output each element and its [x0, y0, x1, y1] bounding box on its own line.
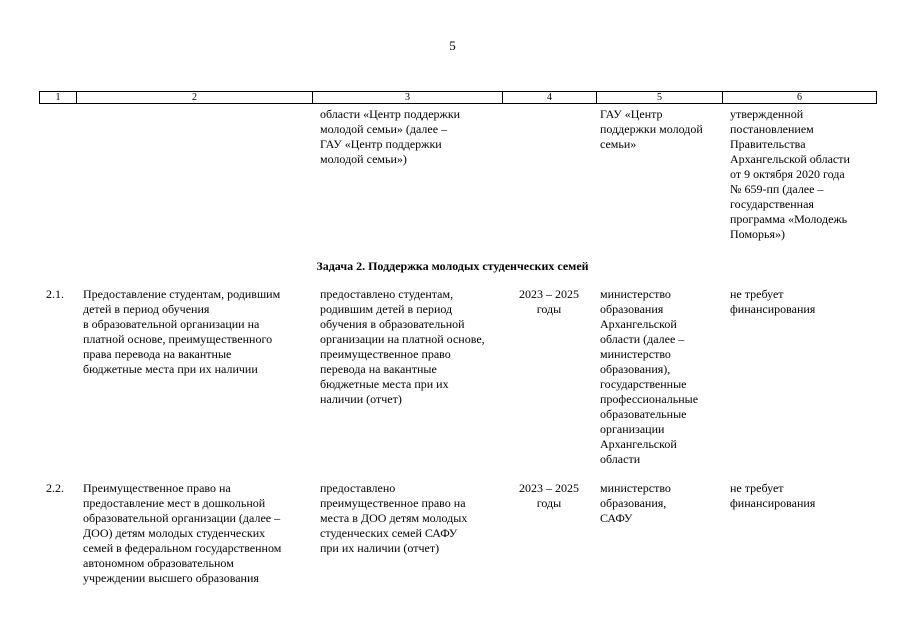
row-2-1-executor: министерство образования Архангельской области (далее – министерство образования), государственные профессиональные образовательные организации Архангельской области — [600, 287, 699, 466]
row-2-1-period: 2023 – 2025 годы — [519, 287, 579, 316]
task-title: Задача 2. Поддержка молодых студенческих семей — [316, 259, 589, 273]
row-2-2-result: предоставлено преимущественное право на места в ДОО детям молодых студенческих семей САФУ при их наличии (отчет) — [320, 481, 468, 555]
table-header-row — [39, 91, 877, 104]
row-2-1-name: Предоставление студентам, родившим детей в период обучения в образовательной организации на платной основе, преимущественного права перевода на вакантные бюджетные места при их наличии — [83, 287, 281, 376]
header-col-2: 2 — [77, 92, 313, 103]
header-col-1: 1 — [40, 92, 77, 103]
continuation-funding: утвержденной постановлением Правительства Архангельской области от 9 октября 2020 года № 659-пп (далее – государственная программа «Молодежь Поморья») — [730, 107, 850, 241]
row-2-1-result: предоставлено студентам, родившим детей в период обучения в образовательной организации на платной основе, преимущественное право перевода на вакантные бюджетные места при их наличии (отчет) — [320, 287, 485, 406]
row-2-1-funding: не требует финансирования — [730, 287, 816, 316]
header-col-5: 5 — [597, 92, 723, 103]
page-number: 5 — [449, 38, 456, 53]
row-2-2-period: 2023 – 2025 годы — [519, 481, 579, 510]
continuation-result: области «Центр поддержки молодой семьи» (далее – ГАУ «Центр поддержки молодой семьи») — [320, 107, 461, 166]
row-2-2-executor: министерство образования, САФУ — [600, 481, 671, 525]
row-2-2-name: Преимущественное право на предоставление мест в дошкольной образовательной организации (далее – ДОО) детям молодых студенческих семей в федеральном государственном автономном образовательном учреждении высшего образования — [83, 481, 282, 585]
header-col-4: 4 — [503, 92, 597, 103]
continuation-executor: ГАУ «Центр поддержки молодой семьи» — [600, 107, 703, 151]
row-2-2-number: 2.2. — [46, 481, 64, 495]
header-col-6: 6 — [797, 92, 802, 103]
row-2-1-number: 2.1. — [46, 287, 64, 301]
row-2-2-funding: не требует финансирования — [730, 481, 816, 510]
header-col-3: 3 — [313, 92, 503, 103]
